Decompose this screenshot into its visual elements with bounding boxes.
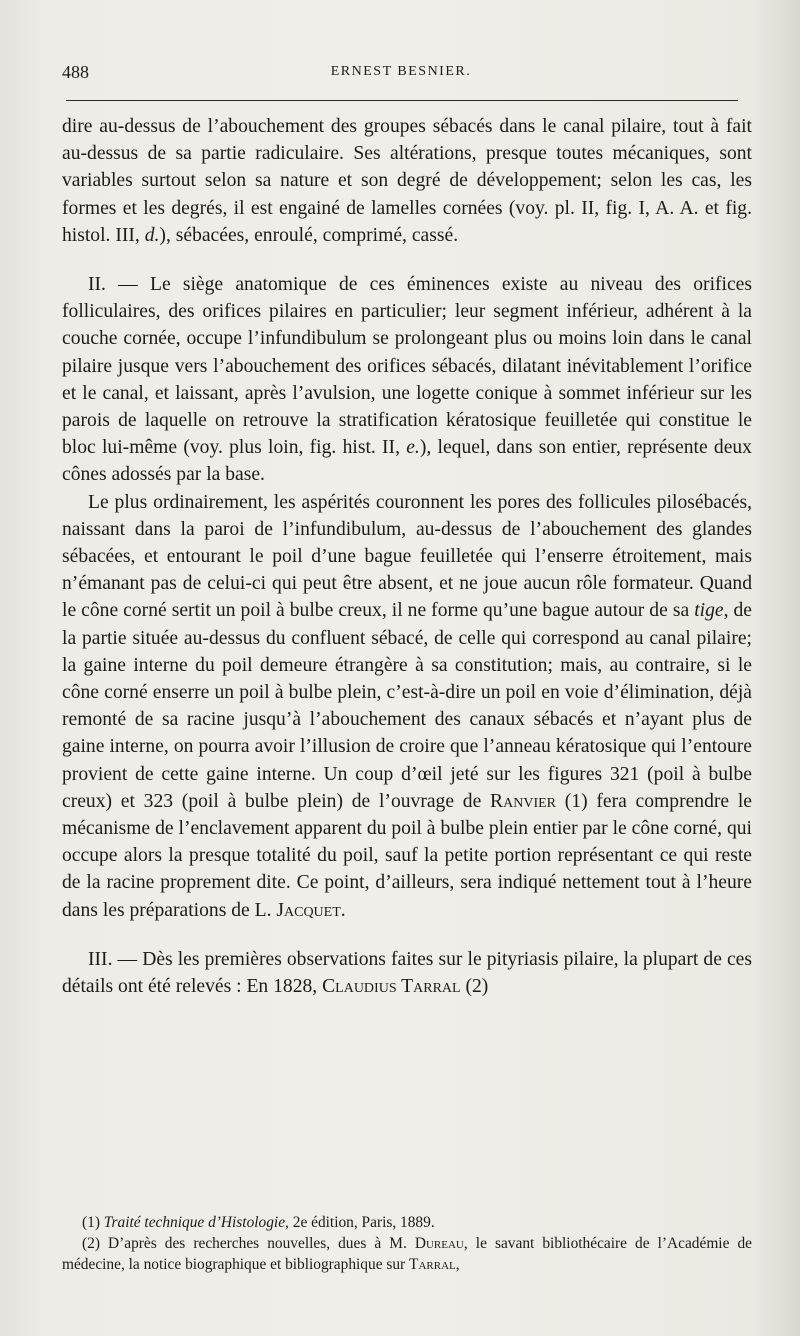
page-header [62,62,740,90]
italic-term: tige [694,600,724,622]
author-name: Claudius Tarral [322,976,461,998]
author-name: Dureau [414,1235,464,1252]
text-run: (2) [460,976,489,998]
footnotes [62,1212,752,1275]
header-rule [66,100,738,101]
footnote-1 [62,1212,752,1233]
text-run: II. — Le siège anatomique de ces éminences existe au niveau des orifices folliculaires, des orifices pilaires en particulier; leur segment inférieur, adhérent à la couche cornée, occupe l’infundibulum se prolongeant plus ou moins loin dans le canal pilaire jusque vers l’abouchement des orifices sébacés, dilatant inévitablement l’orifice et le canal, et laissant, après l’avulsion, une logette conique à sommet inférieur sur les parois de laquelle on retrouve la stratification kératosique feuilletée qui constitue le bloc lui-même (voy. plus loin, fig. hist. II, [62,274,752,459]
text-run: dire au-dessus de l’abouchement des groupes sébacés dans le canal pilaire, tout à fait au-dessus de sa partie radiculaire. Ses altérations, presque toutes mécaniques, sont variables surtout selon sa nature et son degré de développement; selon les cas, les formes et les degrés, il est engainé de lamelles cornées (voy. pl. II, fig. I, A. A. et fig. histol. III, [62,116,752,246]
figure-ref-italic: e. [406,437,420,459]
text-run: III. — Dès les premières observations faites sur le pityriasis pilaire, la plupart de ces détails ont été relevés : En 1828, [62,948,752,998]
footnote-number: (1) [82,1214,104,1231]
text-run: , 2e édition, Paris, 1889. [285,1214,435,1231]
paragraph-follicles [62,489,752,924]
figure-ref-italic: d. [144,224,160,246]
paragraph-section-iii [62,946,752,1000]
text-run: ), sébacées, enroulé, comprimé, cassé. [159,224,459,246]
page-number: 488 [62,62,89,82]
text-run: , [455,1256,460,1273]
text-run: ), lequel, dans son entier, représente deux cônes adossés par la base. [62,437,752,486]
running-head: ERNEST BESNIER. [330,64,472,79]
footnote-2 [62,1233,752,1275]
text-run: Le plus ordinairement, les aspérités couronnent les pores des follicules pilosébacés, naissant dans la paroi de l’infundibulum, au-dessus de l’abouchement des glandes sébacées, et entourant le poil d’une bague feuilletée qui l’enserre étroitement, mais n’émanant pas de celui-ci qui peut être absent, et ne joue aucun rôle formateur. Quand le cône corné sertit un poil à bulbe creux, il ne forme qu’une bague autour de sa [62,491,752,622]
paragraph-section-ii [62,271,752,489]
text-run: (2) D’après des recherches nouvelles, dues à M. [82,1235,415,1252]
text-run: (1) fera comprendre le mécanisme de l’enclavement apparent du poil à bulbe plein entier par le cône corné, qui occupe alors la presque totalité du poil, sauf la petite portion représentant ce qui reste de la racine proprement dite. Ce point, d’ailleurs, sera indiqué nettement tout à l’heure dans les préparations de L. [62,790,752,921]
text-run: . [340,899,346,921]
cited-title: Traité technique d’Histologie [103,1214,286,1231]
body-text [62,113,752,1000]
author-name: Tarral [409,1256,456,1273]
text-run: , de la partie située au-dessus du confluent sébacé, de celle qui correspond au canal pilaire; la gaine interne du poil demeure étrangère à sa constitution; mais, au contraire, si le cône corné enserre un poil à bulbe plein, c’est-à-dire un poil en voie d’élimination, déjà remonté de sa racine jusqu’à l’abouchement des canaux sébacés et n’ayant plus de gaine interne, on pourra avoir l’illusion de croire que l’anneau kératosique qui l’entoure provient de cette gaine interne. Un coup d’œil jeté sur les figures 321 (poil à bulbe creux) et 323 (poil à bulbe plein) de l’ouvrage de [62,600,752,812]
paragraph-continued [62,113,752,249]
author-name: Jacquet [276,899,341,921]
text-run: , le savant bibliothécaire de l’Académie de médecine, la notice biographique et bibliographique sur [62,1235,752,1273]
author-name: Ranvier [490,790,556,812]
